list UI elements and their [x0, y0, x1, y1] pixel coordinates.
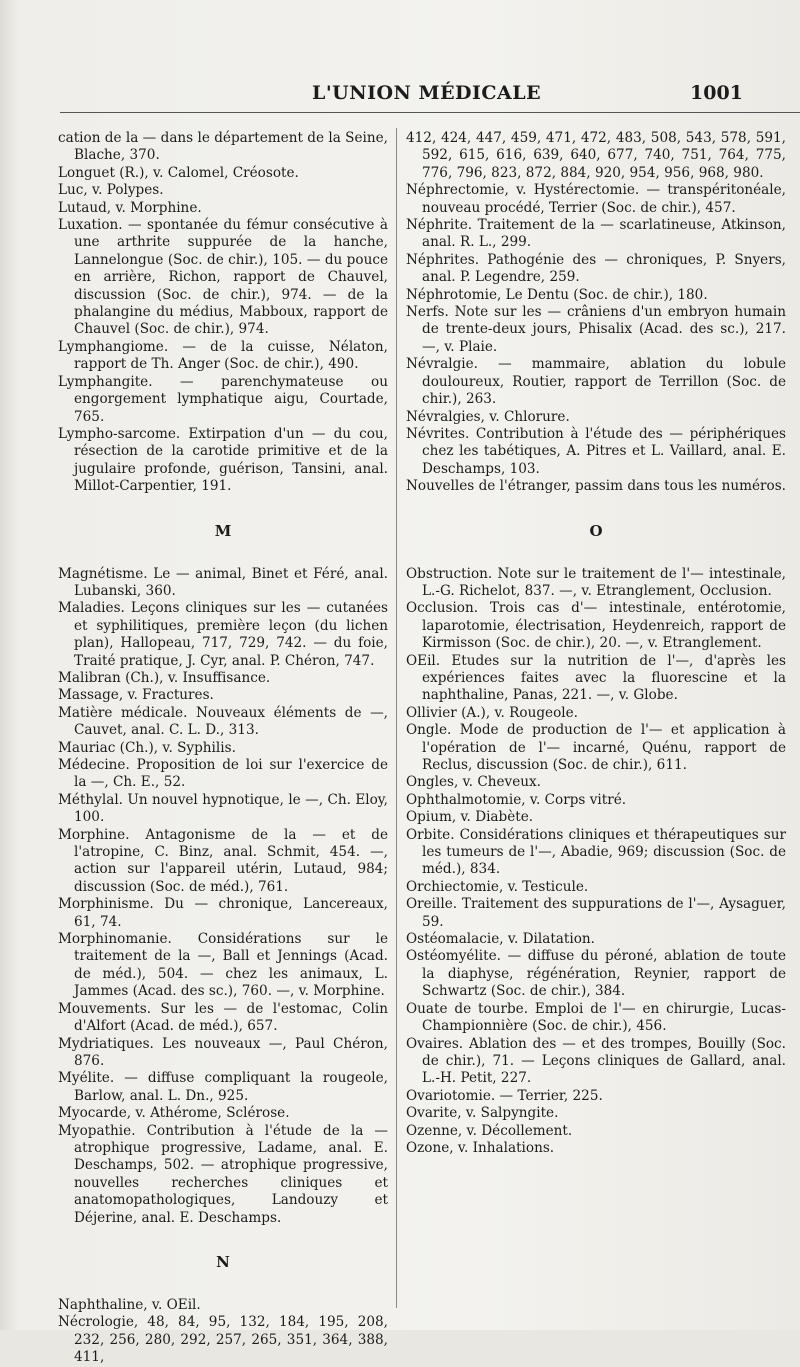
index-entry: Néphrite. Traitement de la — scarlatineuse, Atkinson, anal. R. L., 299. — [406, 217, 786, 251]
index-entry: Ophthalmotomie, v. Corps vitré. — [406, 791, 627, 808]
index-entry: Naphthaline, v. OEil. — [58, 1296, 201, 1313]
index-entry: Mauriac (Ch.), v. Syphilis. — [58, 739, 236, 756]
index-entry: Ovarite, v. Salpyngite. — [406, 1105, 559, 1122]
page-header — [0, 80, 800, 114]
entries-m — [58, 566, 388, 1227]
index-entry: Lymphangite. — parenchymateuse ou engorgement lymphatique aigu, Courtade, 765. — [58, 373, 388, 425]
section-letter-n: N — [216, 1252, 230, 1271]
index-entry: Néphrectomie, v. Hystérectomie. — transpéritonéale, nouveau procédé, Terrier (Soc. de chir.), 457. — [406, 182, 786, 216]
index-entry: Luc, v. Polypes. — [58, 182, 164, 199]
index-entry: Nécrologie, 48, 84, 95, 132, 184, 195, 208, 232, 256, 280, 292, 257, 265, 351, 364, 388, 411, — [58, 1314, 388, 1366]
index-entry: Ozone, v. Inhalations. — [406, 1139, 555, 1156]
index-entry: Lutaud, v. Morphine. — [58, 199, 202, 216]
index-entry: Névralgies, v. Chlorure. — [406, 408, 570, 425]
index-entry: Ollivier (A.), v. Rougeole. — [406, 704, 578, 721]
index-entry: Morphine. Antagonisme de la — et de l'atropine, C. Binz, anal. Schmit, 454. —, action sur l'appareil utérin, Lutaud, 984; discussion (Soc. de méd.), 761. — [58, 826, 388, 895]
index-entry: Myopathie. Contribution à l'étude de la — atrophique progressive, Ladame, anal. E. Deschamps, 502. — atrophique progressive, nouvelles recherches cliniques et anatomopathologiques, Landouzy et Déjerine, anal. E. Deschamps. — [58, 1122, 388, 1226]
index-entry: Méthylal. Un nouvel hypnotique, le —, Ch. Eloy, 100. — [58, 791, 388, 826]
index-entry: Ouate de tourbe. Emploi de l'— en chirurgie, Lucas-Championnière (Soc. de chir.), 456. — [406, 1000, 786, 1035]
index-entry: Névralgie. — mammaire, ablation du lobule douloureux, Routier, rapport de Terrillon (Soc. de chir.), 263. — [406, 356, 786, 408]
index-entry: Orbite. Considérations cliniques et thérapeutiques sur les tumeurs de l'—, Abadie, 969; discussion (Soc. de méd.), 834. — [406, 826, 786, 878]
index-entry: Ovaires. Ablation des — et des trompes, Bouilly (Soc. de chir.), 71. — Leçons cliniques de Gallard, anal. L.-H. Petit, 227. — [406, 1035, 786, 1087]
index-entry: Longuet (R.), v. Calomel, Créosote. — [58, 164, 299, 181]
index-entry: Malibran (Ch.), v. Insuffisance. — [58, 669, 271, 686]
index-entry: Lympho-sarcome. Extirpation d'un — du cou, résection de la carotide primitive et de la jugulaire profonde, guérison, Tansini, anal. Millot-Carpentier, 191. — [58, 425, 388, 495]
index-entry: Opium, v. Diabète. — [406, 809, 534, 826]
index-entry: cation de la — dans le département de la Seine, Blache, 370. — [58, 130, 388, 164]
index-entry: Morphinisme. Du — chronique, Lancereaux, 61, 74. — [58, 896, 388, 930]
column-divider — [396, 128, 397, 1308]
left-column — [58, 130, 388, 1367]
index-entry: Médecine. Proposition de loi sur l'exercice de la —, Ch. E., 52. — [58, 757, 388, 791]
section-letter-m: M — [214, 521, 232, 540]
page-number: 1001 — [690, 82, 743, 104]
index-entry: OEil. Etudes sur la nutrition de l'—, d'après les expériences faites avec la fluorescine et la naphthaline, Panas, 221. —, v. Globe. — [406, 652, 786, 704]
index-entry: Lymphangiome. — de la cuisse, Nélaton, rapport de Th. Anger (Soc. de chir.), 490. — [58, 338, 388, 373]
index-entry: Néphrites. Pathogénie des — chroniques, P. Snyers, anal. P. Legendre, 259. — [406, 251, 786, 286]
index-entry: Névrites. Contribution à l'étude des — périphériques chez les tabétiques, A. Pitres et L. Vaillard, anal. E. Deschamps, 103. — [406, 425, 786, 477]
section-letter-o: O — [589, 521, 603, 540]
header-rule — [60, 112, 800, 113]
index-entry: Obstruction. Note sur le traitement de l'— intestinale, L.-G. Richelot, 837. —, v. Etranglement, Occlusion. — [406, 565, 786, 599]
index-entry: Magnétisme. Le — animal, Binet et Féré, anal. Lubanski, 360. — [58, 565, 388, 599]
entries-n-continued — [406, 130, 786, 496]
index-entry: Ongle. Mode de production de l'— et application à l'opération de l'— incarné, Quénu, rapport de Reclus, discussion (Soc. de chir.), 611. — [406, 722, 786, 773]
index-entry: Myocarde, v. Athérome, Sclérose. — [58, 1105, 290, 1122]
index-entry: Ovariotomie. — Terrier, 225. — [406, 1087, 603, 1104]
entries-n-start — [58, 1297, 388, 1367]
index-entry: 412, 424, 447, 459, 471, 472, 483, 508, 543, 578, 591, 592, 615, 616, 639, 640, 677, 740, 751, 764, 775, 776, 796, 823, 872, 884, 920, 954, 956, 968, 980. — [406, 130, 786, 181]
index-entry: Mydriatiques. Les nouveaux —, Paul Chéron, 876. — [58, 1035, 388, 1069]
index-entry: Nerfs. Note sur les — crâniens d'un embryon humain de trente-deux jours, Phisalix (Acad. des sc.), 217. —, v. Plaie. — [406, 304, 786, 355]
index-entry: Massage, v. Fractures. — [58, 687, 214, 704]
journal-title: L'UNION MÉDICALE — [312, 82, 542, 104]
index-entry: Ongles, v. Cheveux. — [406, 774, 541, 791]
index-entry: Maladies. Leçons cliniques sur les — cutanées et syphilitiques, première leçon (du lichen plan), Hallopeau, 717, 729, 742. — du foie, Traité pratique, J. Cyr, anal. P. Chéron, 747. — [58, 600, 388, 669]
index-entry: Matière médicale. Nouveaux éléments de —, Cauvet, anal. C. L. D., 313. — [58, 704, 388, 739]
index-entry: Ostéomalacie, v. Dilatation. — [406, 931, 595, 948]
index-entry: Néphrotomie, Le Dentu (Soc. de chir.), 180. — [406, 286, 708, 303]
entries-l — [58, 130, 388, 496]
index-entry: Ozenne, v. Décollement. — [406, 1122, 573, 1139]
index-entry: Myélite. — diffuse compliquant la rougeole, Barlow, anal. L. Dn., 925. — [58, 1070, 388, 1104]
index-entry: Ostéomyélite. — diffuse du péroné, ablation de toute la diaphyse, régénération, Reynier, rapport de Schwartz (Soc. de chir.), 384. — [406, 948, 786, 1000]
index-entry: Nouvelles de l'étranger, passim dans tous les numéros. — [406, 478, 786, 495]
index-entry: Orchiectomie, v. Testicule. — [406, 878, 589, 895]
index-entry: Morphinomanie. Considérations sur le traitement de la —, Ball et Jennings (Acad. de méd.), 504. — chez les animaux, L. Jammes (Acad. des sc.), 760. —, v. Morphine. — [58, 931, 388, 1000]
index-entry: Occlusion. Trois cas d'— intestinale, entérotomie, laparotomie, électrisation, Heydenreich, rapport de Kirmisson (Soc. de chir.), 20. —, v. Etranglement. — [406, 600, 786, 652]
index-entry: Luxation. — spontanée du fémur consécutive à une arthrite suppurée de la hanche, Lannelongue (Soc. de chir.), 105. — du pouce en arrière, Richon, rapport de Chauvel, discussion (Soc. de chir.), 974. — de la phalangine du médius, Mabboux, rapport de Chauvel (Soc. de chir.), 974. — [58, 217, 388, 338]
index-entry: Oreille. Traitement des suppurations de l'—, Aysaguer, 59. — [406, 896, 786, 930]
entries-o — [406, 566, 786, 1158]
index-entry: Mouvements. Sur les — de l'estomac, Colin d'Alfort (Acad. de méd.), 657. — [58, 1000, 388, 1035]
right-column — [406, 130, 786, 1157]
